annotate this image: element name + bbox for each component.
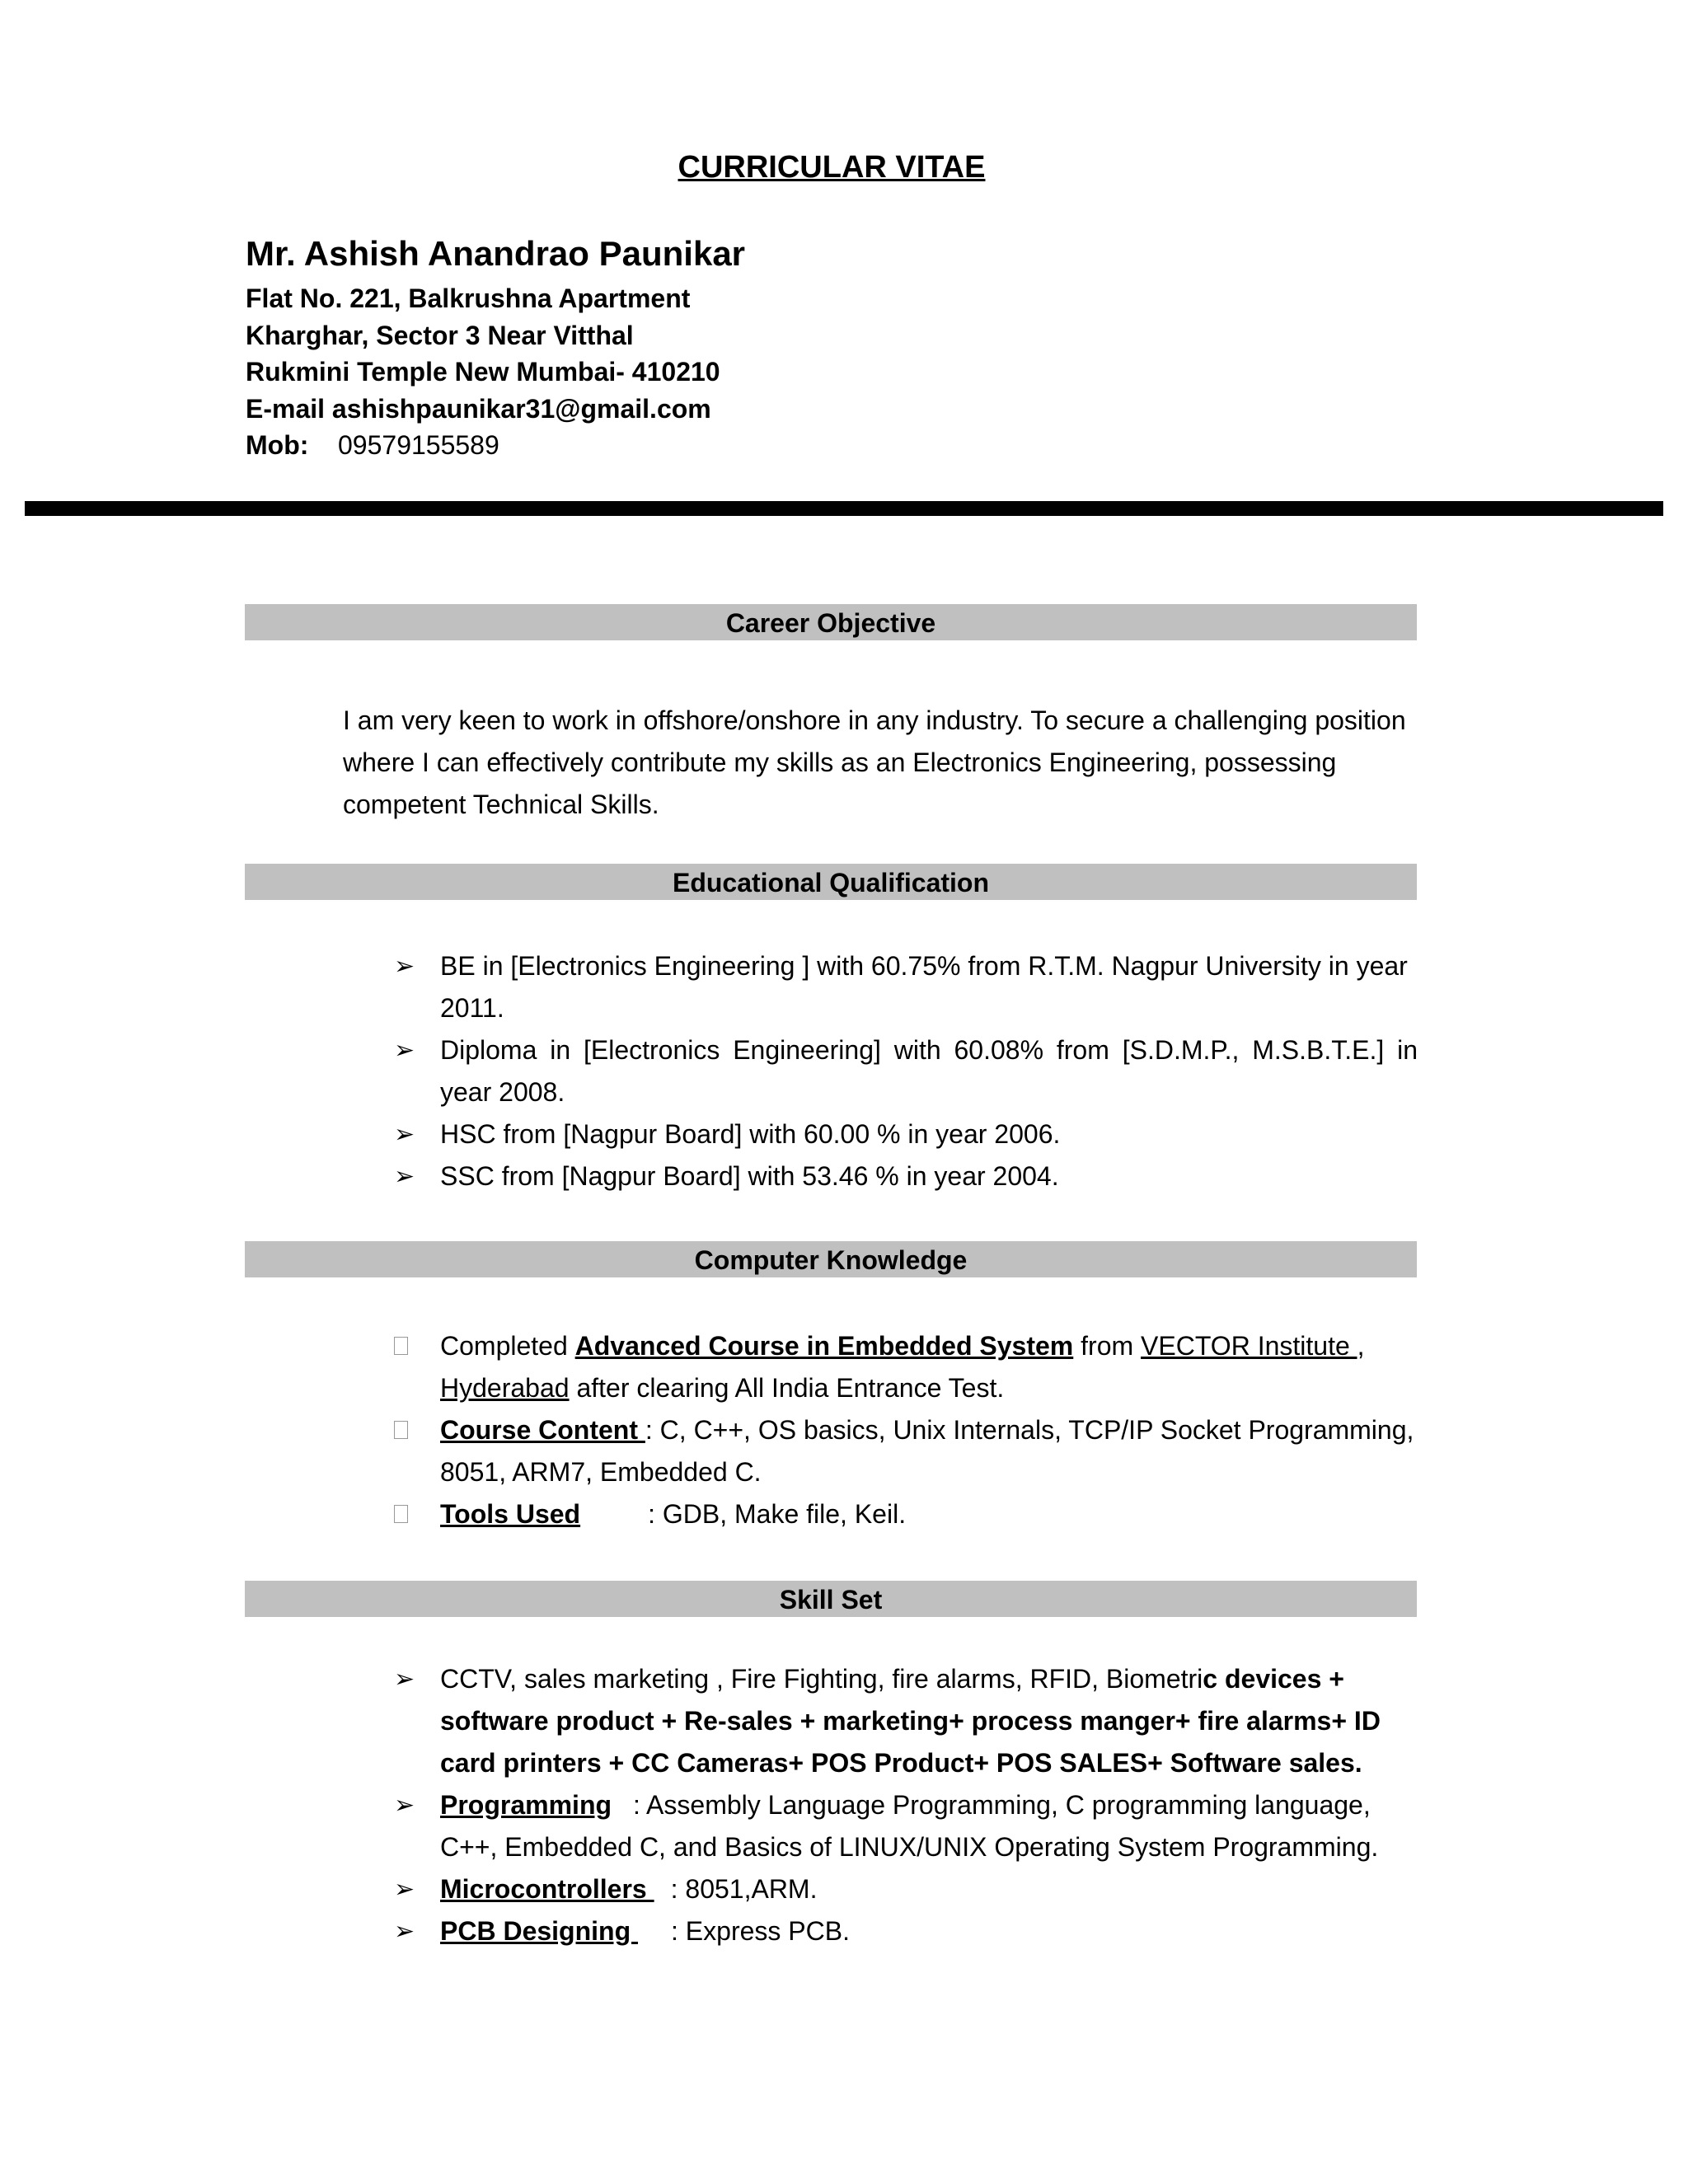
- address-line-3: Rukmini Temple New Mumbai- 410210: [246, 357, 720, 387]
- programming-label: Programming: [440, 1790, 612, 1820]
- list-item: [394, 1784, 1418, 1868]
- mobile-line: [246, 427, 1400, 464]
- arrow-bullet-icon: ➢: [394, 1792, 415, 1819]
- education-item-text: BE in [Electronics Engineering ] with 60.75% from R.T.M. Nagpur University in year 2011.: [440, 951, 1408, 1023]
- education-list: [394, 945, 1418, 1197]
- address-line-2: Kharghar, Sector 3 Near Vitthal: [246, 320, 634, 350]
- arrow-bullet-icon: ➢: [394, 1163, 415, 1190]
- arrow-bullet-icon: ➢: [394, 1037, 415, 1064]
- course-content-text: : C, C++, OS basics, Unix Internals, TCP/IP Socket Programming, 8051, ARM7, Embedded C.: [440, 1415, 1414, 1487]
- list-item: [394, 1658, 1418, 1784]
- institute-name: VECTOR Institute , Hyderabad: [440, 1331, 1365, 1403]
- microcontrollers-label: Microcontrollers: [440, 1874, 654, 1904]
- skill-text-bold: c devices + software product + Re-sales + marketing+ process manger+ fire alarms+ ID card printers + CC Cameras+ POS Product+ POS SALES+ Software sales.: [440, 1664, 1381, 1778]
- computer-knowledge-list: [394, 1325, 1418, 1535]
- mobile-number: 09579155589: [338, 430, 499, 460]
- education-item-text: HSC from [Nagpur Board] with 60.00 % in year 2006.: [440, 1119, 1061, 1149]
- microcontrollers-text: : 8051,ARM.: [670, 1874, 818, 1904]
- list-item: [394, 945, 1418, 1029]
- education-heading: Educational Qualification: [245, 864, 1417, 900]
- list-item: [394, 1325, 1418, 1409]
- header-divider: [25, 501, 1663, 516]
- skill-text-plain: CCTV, sales marketing , Fire Fighting, fire alarms, RFID, Biometri: [440, 1664, 1203, 1694]
- arrow-bullet-icon: ➢: [394, 1876, 415, 1903]
- address-line-1: Flat No. 221, Balkrushna Apartment: [246, 284, 691, 313]
- list-item: [394, 1113, 1418, 1155]
- computer-knowledge-heading: Computer Knowledge: [245, 1241, 1417, 1277]
- item-text: from: [1073, 1331, 1142, 1361]
- course-name: Advanced Course in Embedded System: [574, 1331, 1074, 1361]
- skill-set-heading: Skill Set: [245, 1581, 1417, 1617]
- list-item: [394, 1409, 1418, 1493]
- candidate-name: Mr. Ashish Anandrao Paunikar: [246, 234, 746, 273]
- arrow-bullet-icon: ➢: [394, 1666, 415, 1693]
- list-item: [394, 1493, 1418, 1535]
- career-objective-heading: Career Objective: [245, 604, 1417, 640]
- arrow-bullet-icon: ➢: [394, 1121, 415, 1148]
- list-item: [394, 1029, 1418, 1113]
- course-content-label: Course Content: [440, 1415, 645, 1445]
- item-text: after clearing All India Entrance Test.: [569, 1373, 1005, 1403]
- contact-block: [246, 231, 1400, 464]
- mobile-label: Mob:: [246, 430, 309, 460]
- tools-used-label: Tools Used: [440, 1499, 581, 1529]
- box-bullet-icon: [394, 1409, 419, 1451]
- box-bullet-icon: [394, 1325, 419, 1367]
- education-item-text: SSC from [Nagpur Board] with 53.46 % in year 2004.: [440, 1161, 1059, 1191]
- pcb-designing-label: PCB Designing: [440, 1916, 639, 1946]
- email-line: E-mail ashishpaunikar31@gmail.com: [246, 393, 711, 424]
- tools-used-text: : GDB, Make file, Keil.: [648, 1499, 907, 1529]
- arrow-bullet-icon: ➢: [394, 1918, 415, 1945]
- skill-set-list: [394, 1658, 1418, 1952]
- pcb-designing-text: : Express PCB.: [671, 1916, 850, 1946]
- page-title: CURRICULAR VITAE: [678, 150, 986, 185]
- list-item: [394, 1155, 1418, 1197]
- arrow-bullet-icon: ➢: [394, 953, 415, 980]
- box-bullet-icon: [394, 1493, 419, 1535]
- programming-text: : Assembly Language Programming, C programming language, C++, Embedded C, and Basics of LINUX/UNIX Operating System Programming.: [440, 1790, 1379, 1862]
- career-objective-text: I am very keen to work in offshore/onshore in any industry. To secure a challenging position where I can effectively contribute my skills as an Electronics Engineering, possessing competent Technical Skills.: [343, 705, 1406, 819]
- list-item: [394, 1868, 1418, 1910]
- education-item-text: Diploma in [Electronics Engineering] with 60.08% from [S.D.M.P., M.S.B.T.E.] in year 2008.: [440, 1035, 1418, 1107]
- item-text: Completed: [440, 1331, 575, 1361]
- list-item: [394, 1910, 1418, 1952]
